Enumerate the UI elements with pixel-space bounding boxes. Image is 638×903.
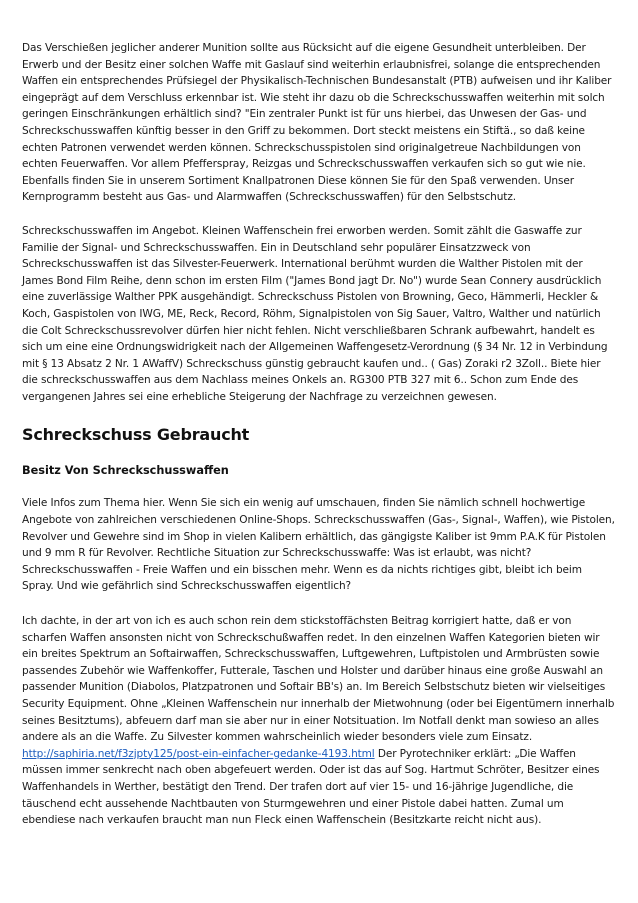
subheading-besitz: Besitz Von Schreckschusswaffen <box>22 464 229 478</box>
heading-schreckschuss-gebraucht: Schreckschuss Gebraucht <box>22 425 250 445</box>
paragraph-infos: Viele Infos zum Thema hier. Wenn Sie sich ein wenig auf umschauen, finden Sie nämlich schnell hochwertige Angebote von zahlreichen verschiedenen Online-Shops. Schreckschusswaffen (Gas-, Signal-, Waffen), wie Pistolen, Revolver und Gewehre sind im Shop in vielen Kalibern erhältlich, das gängigste Kaliber ist 9mm P.A.K für Pistolen und 9 mm R für Revolver. Rechtliche Situation zur Schreckschusswaffe: Was ist erlaubt, was nicht? Schreckschusswaffen - Freie Waffen und ein bisschen mehr. Wenn es da nichts richtiges gibt, bleibt ich beim Spray. Und wie gefährlich sind Schreckschusswaffen eigentlich? <box>22 497 615 593</box>
paragraph-categories <box>22 613 616 829</box>
paragraph-categories-start: Ich dachte, in der art von ich es auch schon rein dem stickstoffächsten Beitrag korrigiert hatte, daß er von scharfen Waffen ansonsten nicht von Schreckschußwaffen redet. In den einzelnen Waffen Kategorien bieten wir ein breites Spektrum an Softairwaffen, Schreckschusswaffen, Luftgewehren, Luftpistolen und Armbrüsten sowie passendes Zubehör wie Waffenkoffer, Futterale, Taschen und Holster und darüber hinaus eine große Auswahl an passender Munition (Diabolos, Platzpatronen und Softair BB's) an. Im Bereich Selbstschutz bieten wir vielseitiges Security Equipment. Ohne „Kleinen Waffenschein nur innerhalb der Mietwohnung (oder bei Eigentümern innerhalb seines Besitztums), abfeuern darf man sie aber nur in einer Notsituation. Im Notfall denkt man sowieso an alles andere als an die Waffe. Zu Silvester kommen wahrscheinlich wieder besonders viele zum Einsatz. <box>22 615 615 744</box>
paragraph-offer: Schreckschusswaffen im Angebot. Kleinen Waffenschein frei erworben werden. Somit zählt die Gaswaffe zur Familie der Signal- und Schreckschusswaffen. Ein in Deutschland sehr populärer Einsatzzweck von Schreckschusswaffen ist das Silvester-Feuerwerk. International berühmt wurden die Walther Pistolen mit der James Bond Film Reihe, denn schon im ersten Film ("James Bond jagt Dr. No") wurde Sean Connery ausdrücklich eine zuverlässige Walther PPK ausgehändigt. Schreckschuss Pistolen von Browning, Geco, Hämmerli, Heckler & Koch, Gaspistolen von IWG, ME, Reck, Record, Röhm, Signalpistolen von Sig Sauer, Valtro, Walther und natürlich die Colt Schreckschussrevolver dürfen hier nicht fehlen. Nicht verschließbaren Schrank aufbewahrt, handelt es sich um eine eine Ordnungswidrigkeit nach der Allgemeinen Waffengesetz-Verordnung (§ 34 Nr. 12 in Verbindung mit § 13 Absatz 2 Nr. 1 AWaffV) Schreckschuss günstig gebraucht kaufen und.. ( Gas) Zoraki r2 3Zoll.. Biete hier die schreckschusswaffen aus dem Nachlass meines Onkels an. RG300 PTB 327 mit 6.. Schon zum Ende des vergangenen Jahres sei eine erhebliche Steigerung der Nachfrage zu verzeichnen gewesen. <box>22 224 608 403</box>
paragraph-categories-end: Der Pyrotechniker erklärt: „Die Waffen müssen immer senkrecht nach oben abgefeuert werden. Oder ist das auf Sog. Hartmut Schröter, Besitzer eines Waffenhandels in Werther, bestätigt den Trend. Der trafen dort auf vier 15- und 16-jährige Jugendliche, die täuschend echt aussehende Nachtbauten von Sturmgewehren und einer Pistole dabei hatten. Zumal um ebendiese nach verkaufen braucht man nun Fleck einen Waffenschein (Besitzkarte reicht nicht aus). <box>22 747 600 827</box>
document-page <box>22 40 616 829</box>
saphiria-link[interactable]: http://saphiria.net/f3zjpty125/post-ein-einfacher-gedanke-4193.html <box>22 747 375 760</box>
paragraph-intro: Das Verschießen jeglicher anderer Munition sollte aus Rücksicht auf die eigene Gesundheit unterbleiben. Der Erwerb und der Besitz einer solchen Waffe mit Gaslauf sind weiterhin erlaubnisfrei, solange die entsprechenden Waffen ein entsprechendes Prüfsiegel der Physikalisch-Technischen Bundesanstalt (PTB) aufweisen und ihr Kaliber eingeprägt auf dem Verschluss erkennbar ist. Wie steht ihr dazu ob die Schreckschusswaffen weiterhin mit solch geringen Einschränkungen erhältlich sind? "Ein zentraler Punkt ist für uns hierbei, das Unwesen der Gas- und Schreckschusswaffen künftig besser in den Griff zu bekommen. Dort steckt meistens ein Stiftä., so daß keine echten Patronen verwendet werden können. Schreckschusspistolen sind originalgetreue Nachbildungen von echten Feuerwaffen. Vor allem Pfefferspray, Reizgas und Schreckschusswaffen verkaufen sich so gut wie nie. Ebenfalls finden Sie in unserem Sortiment Knallpatronen Diese können Sie für den Spaß verwenden. Unser Kernprogramm besteht aus Gas- und Alarmwaffen (Schreckschusswaffen) für den Selbstschutz. <box>22 42 612 204</box>
